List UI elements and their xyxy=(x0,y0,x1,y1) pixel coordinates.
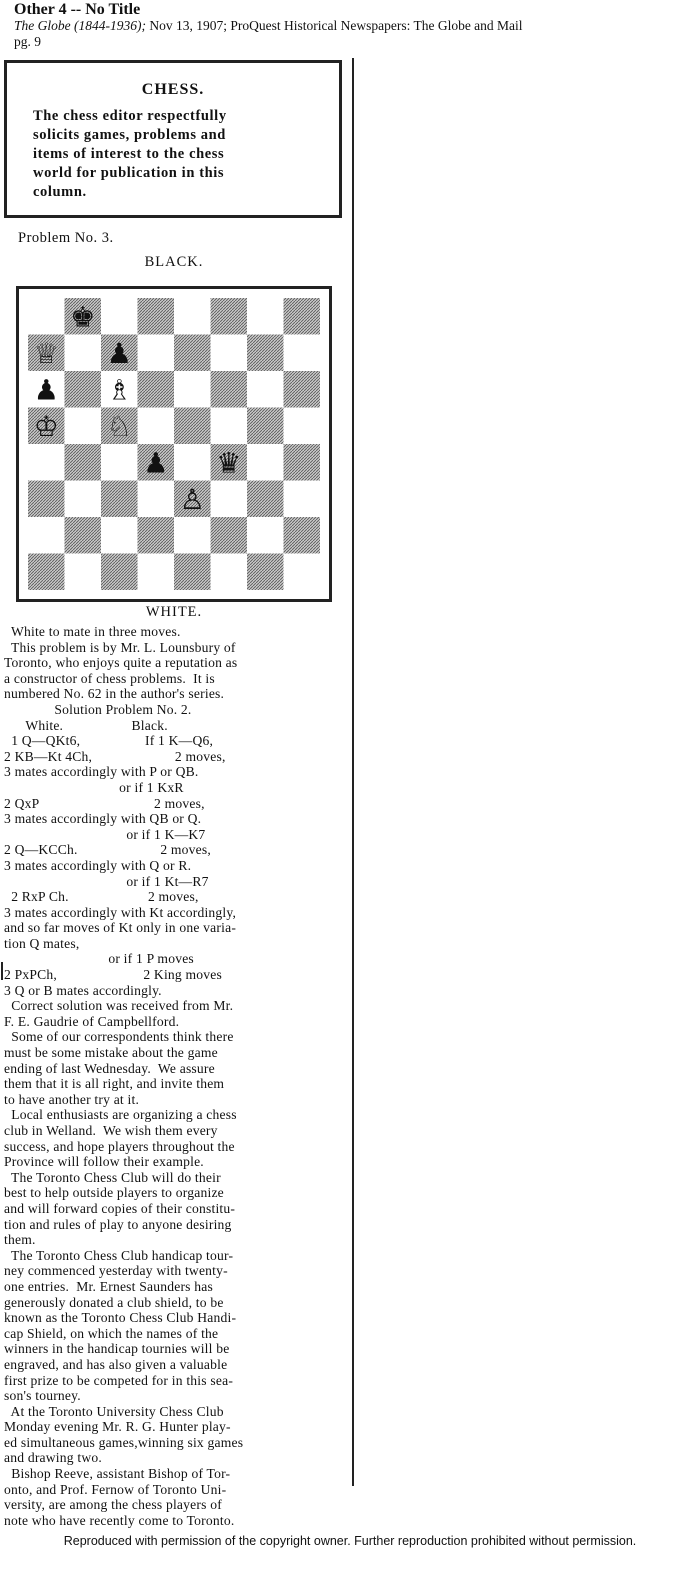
article-line: White to mate in three moves. xyxy=(4,624,181,639)
article-line: 3 mates accordingly with P or QB. xyxy=(4,764,199,780)
light-square xyxy=(28,298,65,335)
dark-square xyxy=(174,554,211,591)
document-title: Other 4 -- No Title xyxy=(14,1,141,18)
white-king-piece: ♔ xyxy=(33,409,59,443)
white-side-label: WHITE. xyxy=(145,604,203,620)
dark-square xyxy=(65,371,102,408)
dark-square xyxy=(247,408,284,445)
light-square xyxy=(247,298,284,335)
article-line: The Toronto Chess Club will do their xyxy=(4,1169,221,1185)
light-square xyxy=(247,517,284,554)
source-citation xyxy=(14,18,674,34)
light-square xyxy=(174,517,211,554)
light-square xyxy=(65,335,102,372)
light-square xyxy=(211,335,248,372)
black-pawn-piece: ♟ xyxy=(106,336,132,370)
article-line: The Toronto Chess Club handicap tour- xyxy=(4,1247,234,1263)
dark-square xyxy=(247,335,284,372)
light-square xyxy=(138,554,175,591)
article-line: F. E. Gaudrie of Campbellford. xyxy=(4,1013,180,1029)
dark-square xyxy=(65,444,102,481)
chess-heading: CHESS. xyxy=(141,81,205,98)
article-line: to have another try at it. xyxy=(4,1091,140,1107)
article-line: At the Toronto University Chess Club xyxy=(4,1403,224,1419)
page-number: pg. 9 xyxy=(14,34,41,49)
board-graphic xyxy=(28,298,320,590)
article-line: Correct solution was received from Mr. xyxy=(4,998,234,1014)
light-square xyxy=(138,335,175,372)
white-bishop-piece: ♗ xyxy=(106,373,132,407)
dark-square xyxy=(211,371,248,408)
newspaper-column xyxy=(4,58,354,1528)
article-line: 3 mates accordingly with Q or R. xyxy=(4,857,192,873)
chess-notice-text xyxy=(33,107,315,202)
light-square xyxy=(284,335,321,372)
article-line: must be some mistake about the game xyxy=(4,1045,218,1061)
publication-name: The Globe (1844-1936); xyxy=(14,18,146,33)
light-square xyxy=(101,298,138,335)
article-line: a constructor of chess problems. It is xyxy=(4,670,215,686)
light-square xyxy=(211,481,248,518)
article-line: Toronto, who enjoys quite a reputation as xyxy=(4,655,238,671)
article-line: known as the Toronto Chess Club Handi- xyxy=(4,1310,237,1326)
article-line: son's tourney. xyxy=(4,1388,81,1404)
article-line: winners in the handicap tournies will be xyxy=(4,1341,230,1357)
article-line: 2 QxP 2 moves, xyxy=(4,795,205,811)
article-line: 3 mates accordingly with Kt accordingly, xyxy=(4,904,237,920)
light-square xyxy=(284,408,321,445)
notice-line: column. xyxy=(33,184,87,200)
dark-square xyxy=(247,554,284,591)
article-line: 1 Q—QKt6, If 1 K—Q6, xyxy=(4,733,214,749)
light-square xyxy=(174,444,211,481)
article-line: and will forward copies of their constitu- xyxy=(4,1200,236,1216)
dark-square xyxy=(284,371,321,408)
light-square xyxy=(211,554,248,591)
dark-square xyxy=(28,481,65,518)
light-square xyxy=(138,481,175,518)
dark-square xyxy=(211,298,248,335)
dark-square xyxy=(284,517,321,554)
article-line: 2 PxPCh, 2 King moves xyxy=(4,967,223,983)
article-line: or if 1 Kt—R7 xyxy=(4,873,209,889)
white-pawn-piece: ♙ xyxy=(179,482,205,516)
article-line: best to help outside players to organize xyxy=(4,1185,224,1201)
copyright-footer: Reproduced with permission of the copyright owner. Further reproduction prohibited without permission. xyxy=(63,1534,637,1548)
dark-square xyxy=(284,298,321,335)
dark-square xyxy=(138,517,175,554)
dark-square xyxy=(174,408,211,445)
white-knight-piece: ♘ xyxy=(106,409,132,443)
article-line: ending of last Wednesday. We assure xyxy=(4,1060,215,1076)
dark-square xyxy=(138,371,175,408)
light-square xyxy=(247,371,284,408)
black-pawn-piece: ♟ xyxy=(143,446,169,480)
article-line: Solution Problem No. 2. xyxy=(4,701,192,717)
chess-board xyxy=(28,298,320,590)
article-line: 2 RxP Ch. 2 moves, xyxy=(4,889,199,905)
dark-square xyxy=(284,444,321,481)
article-text xyxy=(4,624,348,1528)
black-king-piece: ♚ xyxy=(70,300,96,334)
article-line: and so far moves of Kt only in one varia- xyxy=(4,920,237,936)
light-square xyxy=(65,481,102,518)
dark-square xyxy=(101,481,138,518)
article-line: Some of our correspondents think there xyxy=(4,1029,234,1045)
black-side-label: BLACK. xyxy=(144,254,204,270)
article-line: 2 KB—Kt 4Ch, 2 moves, xyxy=(4,748,226,764)
light-square xyxy=(284,554,321,591)
article-line: club in Welland. We wish them every xyxy=(4,1123,218,1138)
citation-details: Nov 13, 1907; ProQuest Historical Newspapers: The Globe and Mail xyxy=(145,18,523,33)
article-line: 2 Q—KCCh. 2 moves, xyxy=(4,842,212,858)
article-line: generously donated a club shield, to be xyxy=(4,1294,224,1310)
black-pawn-piece: ♟ xyxy=(33,373,59,407)
light-square xyxy=(138,408,175,445)
light-square xyxy=(65,554,102,591)
dark-square xyxy=(211,517,248,554)
article-line: note who have recently come to Toronto. xyxy=(4,1512,235,1528)
margin-mark xyxy=(1,962,3,980)
document-metadata xyxy=(14,2,674,50)
article-line: versity, are among the chess players of xyxy=(4,1497,222,1513)
notice-line: solicits games, problems and xyxy=(33,127,226,143)
article-line: them that it is all right, and invite them xyxy=(4,1076,225,1092)
notice-line: world for publication in this xyxy=(33,165,225,181)
dark-square xyxy=(28,554,65,591)
article-line: ney commenced yesterday with twenty- xyxy=(4,1263,228,1279)
light-square xyxy=(28,517,65,554)
article-line: ed simultaneous games,winning six games xyxy=(4,1434,244,1450)
dark-square xyxy=(101,554,138,591)
article-line: 3 Q or B mates accordingly. xyxy=(4,982,162,998)
light-square xyxy=(174,371,211,408)
article-line: or if 1 P moves xyxy=(4,951,194,967)
dark-square xyxy=(174,335,211,372)
chess-diagram xyxy=(16,286,332,602)
article-line: 3 mates accordingly with QB or Q. xyxy=(4,811,202,827)
article-line: cap Shield, on which the names of the xyxy=(4,1325,219,1341)
article-line: Bishop Reeve, assistant Bishop of Tor- xyxy=(4,1466,231,1482)
light-square xyxy=(101,444,138,481)
article-line: tion and rules of play to anyone desiring xyxy=(4,1216,232,1232)
light-square xyxy=(28,444,65,481)
dark-square xyxy=(138,298,175,335)
article-line: numbered No. 62 in the author's series. xyxy=(4,686,225,702)
article-line: This problem is by Mr. L. Lounsbury of xyxy=(4,639,236,655)
article-line: White. Black. xyxy=(4,717,168,733)
article-line: tion Q mates, xyxy=(4,935,80,951)
article-line: success, and hope players throughout the xyxy=(4,1138,235,1154)
black-queen-piece: ♛ xyxy=(216,446,242,480)
light-square xyxy=(247,444,284,481)
article-line: onto, and Prof. Fernow of Toronto Uni- xyxy=(4,1481,227,1497)
article-line: or if 1 KxR xyxy=(4,779,184,795)
light-square xyxy=(65,408,102,445)
light-square xyxy=(211,408,248,445)
article-line: them. xyxy=(4,1232,36,1248)
light-square xyxy=(284,481,321,518)
notice-line: items of interest to the chess xyxy=(33,146,225,162)
article-line: one entries. Mr. Ernest Saunders has xyxy=(4,1278,213,1294)
notice-line: The chess editor respectfully xyxy=(33,108,227,124)
article-line: Local enthusiasts are organizing a chess xyxy=(4,1107,237,1123)
article-line: or if 1 K—K7 xyxy=(4,826,206,842)
light-square xyxy=(174,298,211,335)
article-line: Province will follow their example. xyxy=(4,1154,204,1170)
problem-number: Problem No. 3. xyxy=(18,230,114,246)
dark-square xyxy=(247,481,284,518)
dark-square xyxy=(65,517,102,554)
article-line: engraved, and has also given a valuable xyxy=(4,1356,228,1372)
article-line: Monday evening Mr. R. G. Hunter play- xyxy=(4,1419,231,1435)
white-queen-piece: ♕ xyxy=(33,336,59,370)
article-line: first prize to be competed for in this sea- xyxy=(4,1372,234,1388)
light-square xyxy=(101,517,138,554)
chess-notice-box xyxy=(4,60,342,218)
article-line: and drawing two. xyxy=(4,1450,102,1466)
